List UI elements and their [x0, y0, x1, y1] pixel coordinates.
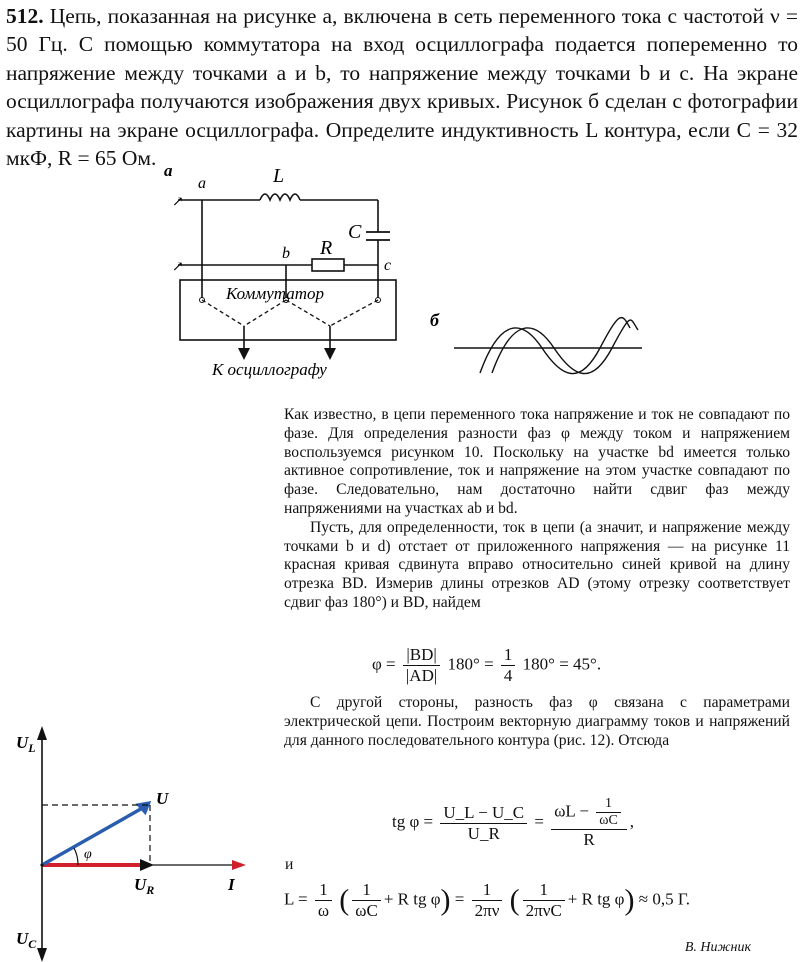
point-b-label: b — [282, 245, 290, 262]
fraction-one-omega-c — [596, 796, 621, 829]
fraction-ul-uc — [440, 803, 527, 844]
fraction-denominator: 4 — [503, 666, 513, 685]
problem-number: 512. — [6, 4, 44, 28]
u-vector — [42, 806, 146, 865]
formula-tg-eq: = — [534, 811, 544, 831]
solution-paragraph-1: Как известно, в цепи переменного тока напряжение и ток не совпадают по фазе. Для определения разности фаз φ между током и напряжением воспользуемся рисунком 10. Поскольку на участке bd имеется только активное сопротивление, ток и напряжение на этом участке совпадают по фазе. Следовательно, нам достаточно найти сдвиг фаз между напряжениями на участках ab и bd. — [284, 406, 790, 517]
fraction-denominator: 2πνC — [525, 901, 562, 920]
fraction-one-quarter — [501, 645, 516, 686]
fraction-denominator: 2πν — [474, 901, 500, 920]
label-ur: $U_R$ — [134, 875, 155, 897]
fraction-one-two-pi-nu-c — [523, 880, 565, 921]
output-label: К осциллографу — [212, 360, 327, 379]
fraction-denominator: ω — [317, 901, 330, 920]
fraction-denominator: |AD| — [405, 666, 438, 685]
fraction-one-omega-c — [352, 880, 381, 921]
omega-l-term: ωL − — [554, 801, 589, 821]
label-i: I — [228, 875, 235, 894]
fraction-numerator: 1 — [315, 880, 332, 901]
solution-paragraph-3-wrap — [284, 694, 790, 750]
fraction-numerator: U_L − U_C — [440, 803, 527, 824]
formula-phi — [372, 645, 601, 686]
fraction-omega-l — [551, 796, 627, 850]
fraction-one-omega — [315, 880, 332, 921]
fraction-numerator — [551, 796, 627, 830]
phi-arc — [74, 848, 78, 865]
fraction-denominator: ωC — [599, 813, 618, 828]
formula-l-lhs: L = — [284, 889, 308, 909]
formula-tg-comma: , — [629, 811, 635, 831]
inductor-label: L — [273, 165, 285, 187]
label-phi: φ — [84, 847, 92, 862]
solution-text — [284, 406, 790, 613]
conjunction-and: и — [285, 856, 294, 873]
fraction-numerator: 1 — [523, 880, 565, 901]
ul-arrowhead — [37, 726, 47, 740]
figure-label-b: б — [430, 310, 439, 330]
formula-l: L = $\frac{1}{\omega}$ ( $\frac{1}{\omega C}$ + R tg φ) = $\frac{1}{2\pi\nu}$ ( $\frac{1}{\text{2πνC}}$ + R tg φ) ≈ 0,5 Г. — [284, 880, 690, 920]
formula-tg-lhs: tg φ = — [392, 811, 434, 831]
problem-statement — [6, 2, 798, 172]
solution-paragraph-3: С другой стороны, разность фаз φ связана с параметрами электрической цепи. Построим векторную диаграмму токов и напряжений для данного последовательного контура (рис. 12). Отсюда — [284, 694, 790, 749]
circuit-diagram — [160, 160, 400, 385]
output-arrow-right — [324, 348, 336, 360]
formula-tg — [392, 796, 634, 850]
resistor-label: R — [320, 237, 333, 259]
fraction-numerator: 1 — [501, 645, 516, 666]
fraction-numerator: |BD| — [403, 645, 440, 666]
fraction-denominator: ωC — [355, 901, 378, 920]
output-arrow-left — [238, 348, 250, 360]
fraction-one-two-pi-nu — [472, 880, 503, 921]
capacitor-label: C — [348, 221, 362, 243]
formula-l-eq: = — [454, 889, 465, 909]
curve-ab — [480, 318, 630, 374]
point-a-label: a — [198, 175, 206, 192]
fraction-numerator: 1 — [472, 880, 503, 901]
uc-arrowhead — [37, 948, 47, 962]
oscillogram — [430, 308, 650, 388]
current-arrowhead — [232, 860, 246, 870]
fraction-numerator: 1 — [352, 880, 381, 901]
svg-text:↗: ↗ — [172, 195, 184, 210]
svg-text:↗: ↗ — [172, 260, 184, 275]
vector-diagram — [0, 722, 270, 962]
fraction-bd-ad — [403, 645, 440, 686]
label-ul: $U_L$ — [16, 733, 36, 755]
formula-phi-mid: 180° = — [447, 654, 494, 674]
switch-label: Коммутатор — [226, 284, 324, 303]
fraction-numerator: 1 — [596, 796, 621, 813]
formula-phi-rhs: 180° = 45°. — [522, 654, 602, 674]
resistor-box — [312, 259, 344, 271]
author-signature: В. Нижник — [684, 940, 751, 955]
solution-paragraph-2: Пусть, для определенности, ток в цепи (а значит, и напряжение между точками b и d) отстает от приложенного напряжения — на рисунке 11 красная кривая сдвинута вправо относительно синей кривой на длину отрезка BD. Измерив длины отрезков AD (этому отрезку соответствует сдвиг фаз 180°) и BD, найдем — [284, 518, 790, 611]
fraction-denominator: R — [583, 830, 595, 849]
formula-l-result: ≈ 0,5 Г. — [638, 889, 690, 909]
point-c-label: c — [384, 257, 392, 274]
formula-l-term1: + R tg φ — [383, 889, 441, 909]
figure-label-a: а — [164, 161, 173, 180]
label-u: U — [156, 789, 169, 808]
problem-text: Цепь, показанная на рисунке а, включена в сеть переменного тока с частотой ν = 50 Гц. С помощью коммутатора на вход осциллографа подается попеременно то напряжение между точками а и b, то напряжение между точками b и с. На экране осциллографа получаются изображения двух кривых. Рисунок б сделан с фотографии картины на экране осциллографа. Определите индуктивность L контура, если C = 32 мкФ, R = 65 Ом. — [6, 4, 798, 171]
inductor-coil — [260, 194, 300, 200]
fraction-denominator: U_R — [467, 823, 500, 843]
formula-l-term2: + R tg φ — [567, 889, 625, 909]
formula-phi-lhs: φ = — [372, 654, 396, 674]
label-uc: $U_C$ — [16, 929, 37, 951]
ur-arrowhead — [140, 859, 154, 871]
